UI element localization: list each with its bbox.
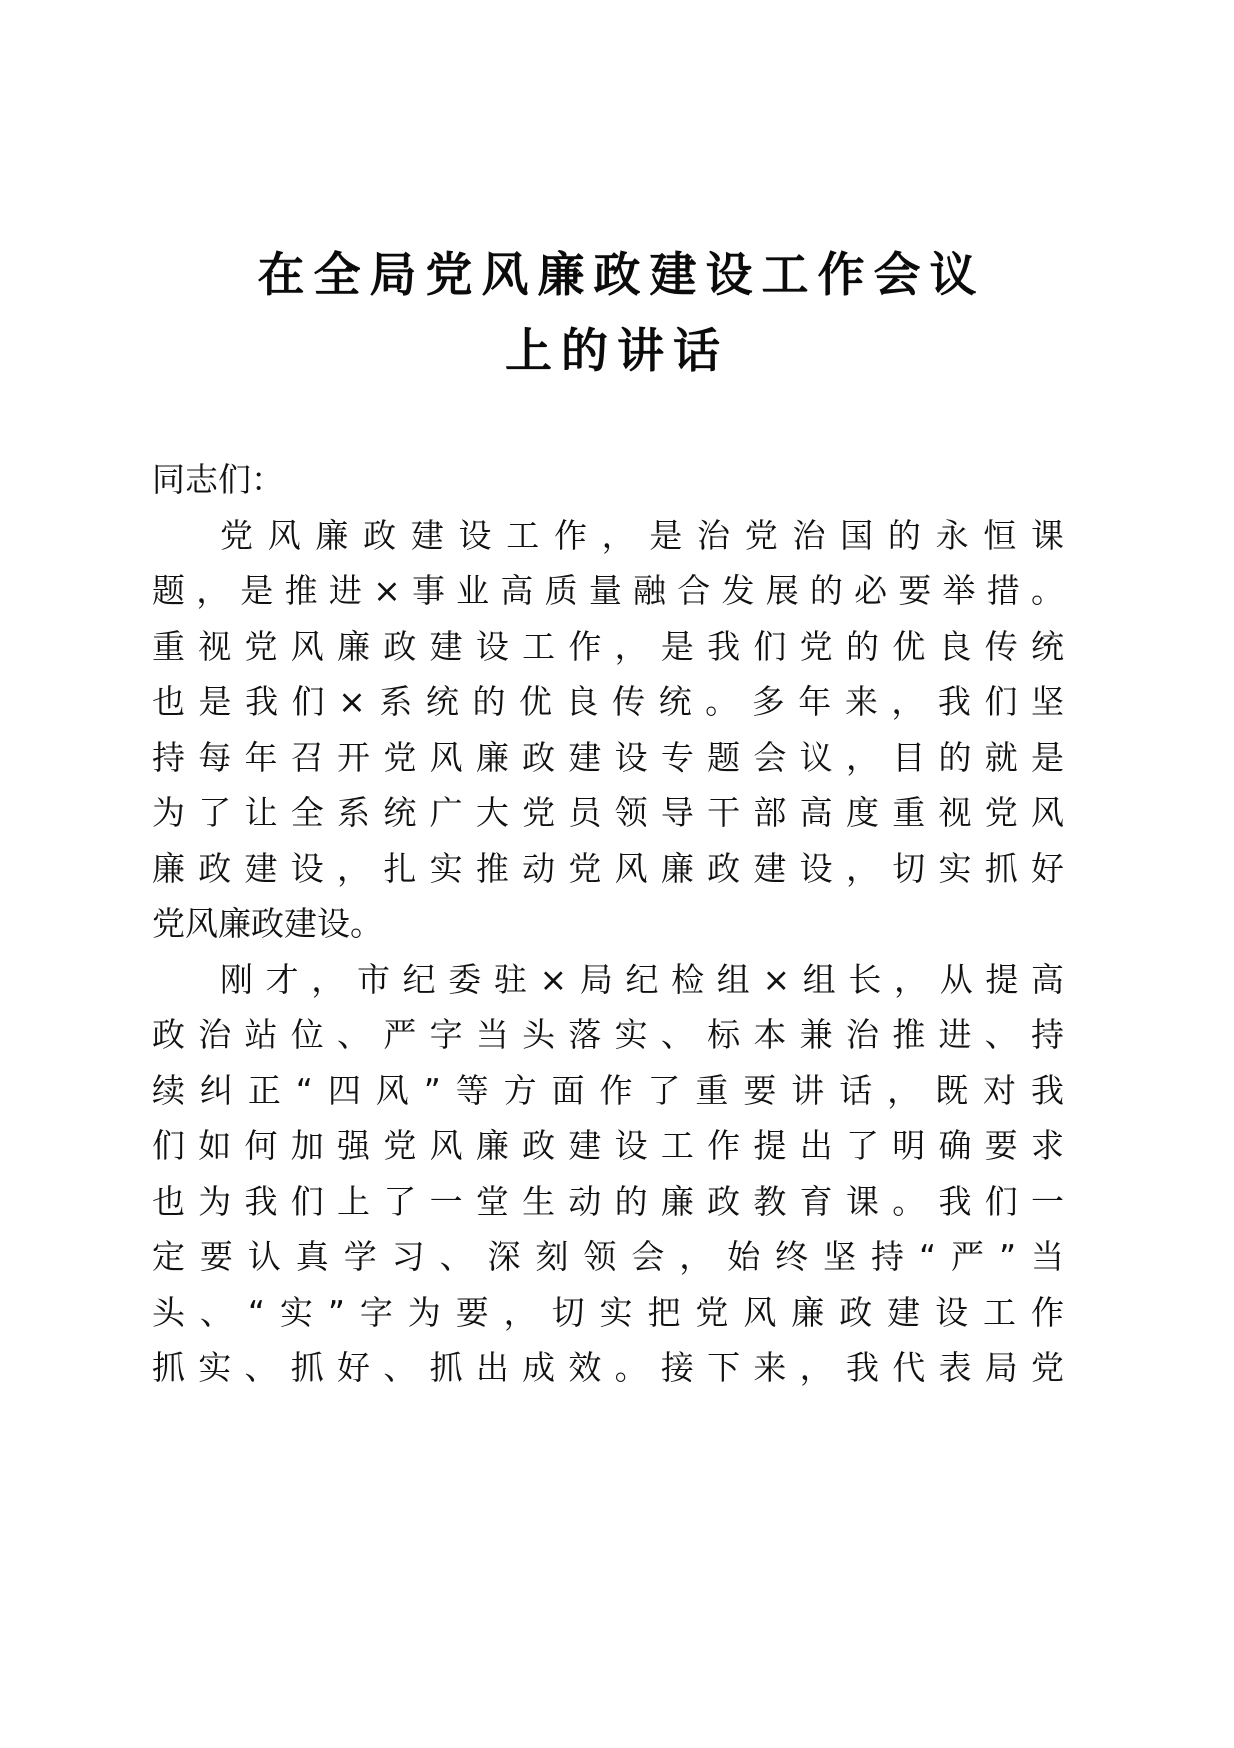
paragraph-1-line-7: 廉政建设，扎实推动党风廉政建设，切实抓好: [152, 848, 1064, 888]
paragraph-2-line-8: 抓实、抓好、抓出成效。接下来，我代表局党: [152, 1348, 1064, 1387]
document-body: [152, 452, 1064, 1396]
paragraph-1-line-1: 党风廉政建设工作，是治党治国的永恒课: [220, 515, 1064, 555]
paragraph-2: [152, 952, 1064, 1396]
paragraph-2-line-6: 定要认真学习、深刻领会，始终坚持“严”当: [152, 1237, 1064, 1276]
paragraph-2-line-1: 刚才，市纪委驻×局纪检组×组长，从提高: [220, 959, 1064, 999]
paragraph-2-line-2: 政治站位、严字当头落实、标本兼治推进、持: [152, 1015, 1064, 1054]
salutation: 同志们：: [152, 460, 284, 499]
paragraph-1-line-6: 为了让全系统广大党员领导干部高度重视党风: [152, 793, 1064, 832]
paragraph-1-line-2: 题，是推进×事业高质量融合发展的必要举措。: [152, 571, 1064, 610]
paragraph-1: [152, 508, 1064, 952]
paragraph-2-line-7: 头、“实”字为要，切实把党风廉政建设工作: [152, 1292, 1064, 1332]
paragraph-1-line-8: 党风廉政建设。: [152, 904, 383, 943]
paragraph-2-line-5: 也为我们上了一堂生动的廉政教育课。我们一: [152, 1181, 1064, 1221]
paragraph-2-line-3: 续纠正“四风”等方面作了重要讲话，既对我: [152, 1070, 1064, 1110]
paragraph-2-line-4: 们如何加强党风廉政建设工作提出了明确要求: [152, 1126, 1064, 1165]
title-line-1: 在全局党风廉政建设工作会议: [257, 248, 986, 303]
title-line-2: 上的讲话: [505, 324, 729, 379]
paragraph-1-line-4: 也是我们×系统的优良传统。多年来，我们坚: [152, 682, 1064, 721]
paragraph-1-line-3: 重视党风廉政建设工作，是我们党的优良传统: [152, 626, 1064, 666]
page-title: [152, 238, 1082, 390]
paragraph-1-line-5: 持每年召开党风廉政建设专题会议，目的就是: [152, 737, 1064, 777]
